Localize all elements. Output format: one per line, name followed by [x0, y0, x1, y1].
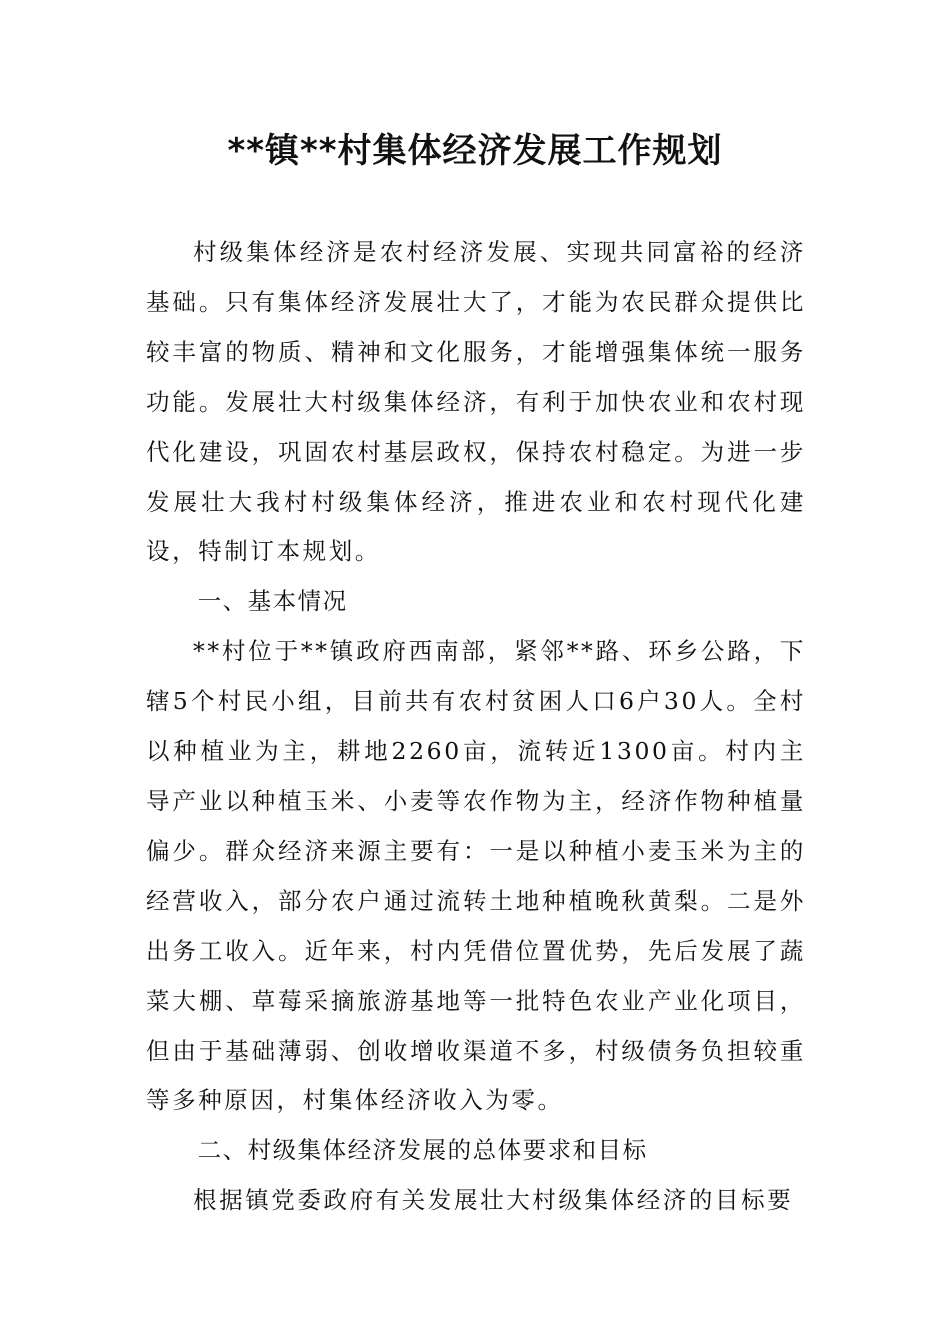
- intro-paragraph: 村级集体经济是农村经济发展、实现共同富裕的经济基础。只有集体经济发展壮大了，才能为农民群众提供比较丰富的物质、精神和文化服务，才能增强集体统一服务功能。发展壮大村级集体经济，有利于加快农业和农村现代化建设，巩固农村基层政权，保持农村稳定。为进一步发展壮大我村村级集体经济，推进农业和农村现代化建设，特制订本规划。: [146, 238, 806, 566]
- goals-paragraph: 根据镇党委政府有关发展壮大村级集体经济的目标要: [193, 1186, 794, 1215]
- document-title: **镇**村集体经济发展工作规划: [227, 131, 723, 171]
- section-heading-goals: 二、村级集体经济发展的总体要求和目标: [197, 1136, 648, 1165]
- document-body: [146, 228, 806, 1226]
- section-heading-basic-situation: 一、基本情况: [197, 587, 348, 616]
- basic-situation-paragraph: **村位于**镇政府西南部，紧邻**路、环乡公路，下辖5个村民小组，目前共有农村贫困人口6户30人。全村以种植业为主，耕地2260亩，流转近1300亩。村内主导产业以种植玉米、小麦等农作物为主，经济作物种植量偏少。群众经济来源主要有：一是以种植小麦玉米为主的经营收入，部分农户通过流转土地种植晚秋黄梨。二是外出务工收入。近年来，村内凭借位置优势，先后发展了蔬菜大棚、草莓采摘旅游基地等一批特色农业产业化项目，但由于基础薄弱、创收增收渠道不多，村级债务负担较重等多种原因，村集体经济收入为零。: [146, 637, 806, 1115]
